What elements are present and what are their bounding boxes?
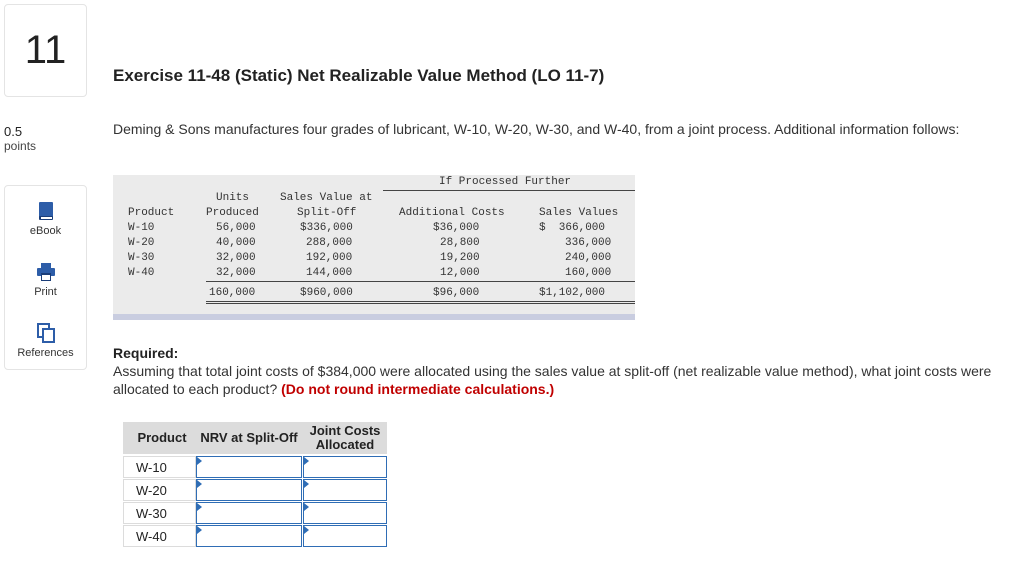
table-cell: 40,000 xyxy=(216,237,256,249)
table-cell: 336,000 xyxy=(565,237,612,249)
table-cell: $ 366,000 xyxy=(539,222,606,234)
joint-cost-input-w40[interactable] xyxy=(303,525,387,547)
points-value: 0.5 xyxy=(4,124,23,139)
table-cell: 192,000 xyxy=(306,252,353,264)
table-cell: $36,000 xyxy=(433,222,480,234)
required-section xyxy=(113,344,1033,398)
table-cell: W-40 xyxy=(128,267,155,279)
joint-cost-input-w20[interactable] xyxy=(303,479,387,501)
costs-header: Additional Costs xyxy=(399,207,505,219)
group-header: If Processed Further xyxy=(439,176,572,188)
table-cell: W-10 xyxy=(128,222,155,234)
answer-header-joint xyxy=(303,422,387,454)
table-cell: 32,000 xyxy=(216,267,256,279)
table-bottom-bar xyxy=(113,314,635,320)
split-header-top: Sales Value at xyxy=(280,192,373,204)
units-header-bottom: Produced xyxy=(206,207,259,219)
input-marker xyxy=(304,457,309,465)
exercise-title: Exercise 11-48 (Static) Net Realizable Value Method (LO 11-7) xyxy=(113,66,605,85)
answer-header-nrv xyxy=(195,422,303,454)
nrv-input-w10[interactable] xyxy=(196,456,302,478)
print-button[interactable] xyxy=(5,262,86,298)
ebook-label: eBook xyxy=(29,225,62,237)
input-marker xyxy=(304,526,309,534)
required-note: (Do not round intermediate calculations.) xyxy=(281,381,555,397)
split-header-bottom: Split-Off xyxy=(297,207,357,219)
points-label: points xyxy=(4,139,37,153)
points-info xyxy=(4,124,36,154)
joint-cost-input-w30[interactable] xyxy=(303,502,387,524)
tools-panel xyxy=(4,185,87,370)
input-marker xyxy=(197,503,202,511)
required-title: Required: xyxy=(113,345,179,361)
table-cell: 288,000 xyxy=(306,237,353,249)
given-data-table xyxy=(113,175,635,320)
references-button[interactable] xyxy=(5,323,86,359)
input-marker xyxy=(197,457,202,465)
total-sales: $1,102,000 xyxy=(539,287,606,299)
table-cell: W-30 xyxy=(128,252,155,264)
intro-text: Deming & Sons manufactures four grades of lubricant, W-10, W-20, W-30, and W-40, from a joint process. Additional information follows: xyxy=(113,121,960,137)
answer-row-product: W-10 xyxy=(123,456,196,478)
table-cell: 19,200 xyxy=(440,252,480,264)
answer-row-product: W-20 xyxy=(123,479,196,501)
printer-icon xyxy=(36,262,56,282)
table-cell: 56,000 xyxy=(216,222,256,234)
total-units: 160,000 xyxy=(209,287,256,299)
required-text-block xyxy=(113,362,1033,398)
table-cell: 12,000 xyxy=(440,267,480,279)
table-cell: $336,000 xyxy=(300,222,353,234)
table-cell: 32,000 xyxy=(216,252,256,264)
input-marker xyxy=(304,503,309,511)
joint-header-bottom: Allocated xyxy=(315,437,375,452)
group-header-underline xyxy=(383,190,635,191)
answer-row-product: W-30 xyxy=(123,502,196,524)
table-cell: 144,000 xyxy=(306,267,353,279)
input-marker xyxy=(304,480,309,488)
total-costs: $96,000 xyxy=(433,287,480,299)
totals-double-rule-2 xyxy=(206,303,635,304)
nrv-header-label: NRV at Split-Off xyxy=(200,430,298,445)
table-cell: 28,800 xyxy=(440,237,480,249)
table-cell: 160,000 xyxy=(565,267,612,279)
answer-header-product: Product xyxy=(123,422,201,454)
references-label: References xyxy=(17,347,74,359)
nrv-input-w40[interactable] xyxy=(196,525,302,547)
question-number: 11 xyxy=(24,28,67,72)
ebook-button[interactable] xyxy=(5,201,86,237)
input-marker xyxy=(197,480,202,488)
input-marker xyxy=(197,526,202,534)
table-cell: 240,000 xyxy=(565,252,612,264)
required-text: Assuming that total joint costs of $384,000 were allocated using the sales value at split-off (net realizable value method), what joint costs were allocated to each product? xyxy=(113,363,992,397)
sales-header: Sales Values xyxy=(539,207,619,219)
question-number-box xyxy=(4,4,87,97)
product-header: Product xyxy=(128,207,175,219)
nrv-input-w30[interactable] xyxy=(196,502,302,524)
print-label: Print xyxy=(34,286,57,298)
nrv-input-w20[interactable] xyxy=(196,479,302,501)
joint-cost-input-w10[interactable] xyxy=(303,456,387,478)
book-icon xyxy=(37,201,55,221)
units-header-top: Units xyxy=(216,192,250,204)
total-split: $960,000 xyxy=(300,287,353,299)
answer-row-product: W-40 xyxy=(123,525,196,547)
totals-double-rule-1 xyxy=(206,301,635,302)
totals-rule xyxy=(206,281,635,282)
table-cell: W-20 xyxy=(128,237,155,249)
copy-icon xyxy=(37,323,55,343)
joint-header-top: Joint Costs xyxy=(309,423,381,438)
